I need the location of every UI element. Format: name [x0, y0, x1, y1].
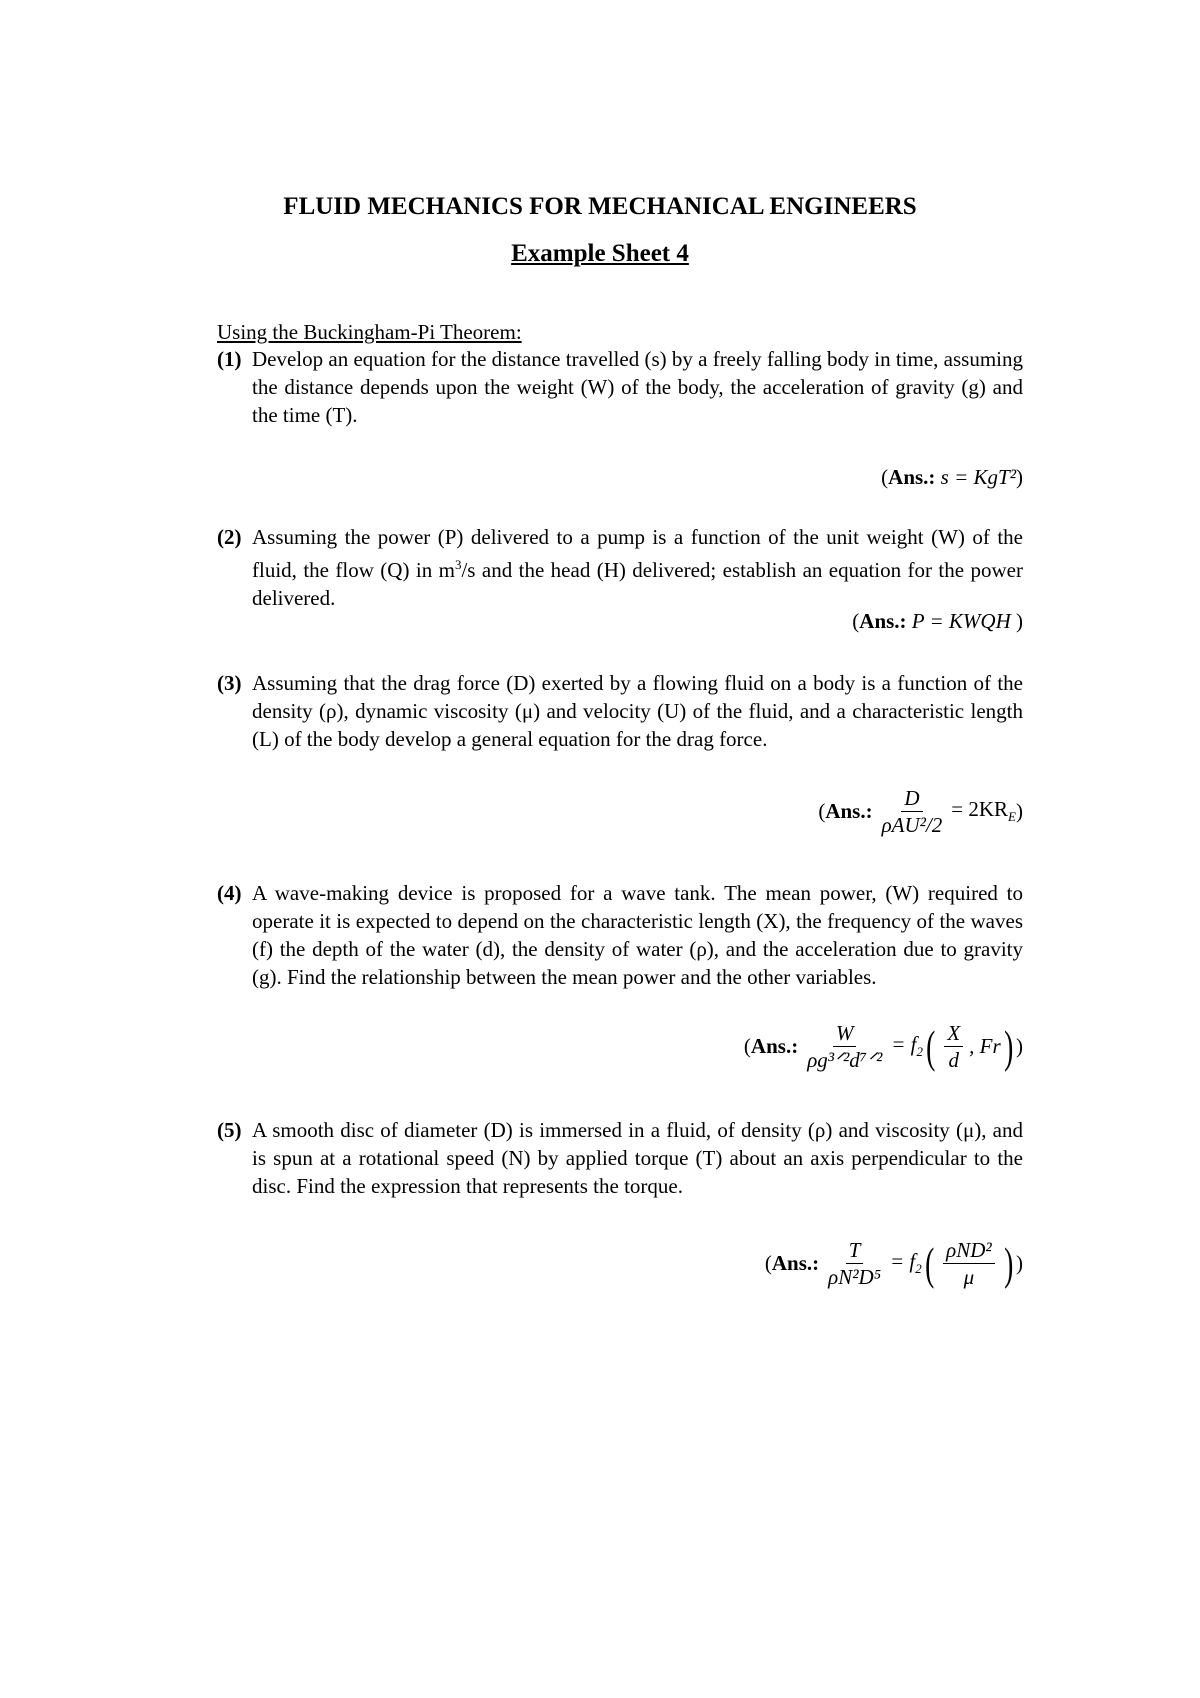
question-text: Assuming the power (P) delivered to a pump is a function of the unit weight (W) of the fluid, the flow (Q) in $m^3/s$ and the head (H) delivered; establish an equation for the power delivered. [252, 525, 1023, 610]
question-text: Develop an equation for the distance travelled (s) by a freely falling body in time, assuming the distance depends upon the weight (W) of the body, the acceleration of gravity (g) and the time (T). [252, 347, 1023, 427]
question-1 [217, 345, 1023, 429]
answer-function: = $f_2$ [891, 1032, 924, 1060]
answer-2: ( Ans.: P = KWQH ) [852, 609, 1023, 633]
question-4 [217, 879, 1023, 991]
question-number: (3) [217, 671, 242, 695]
question-5 [217, 1116, 1023, 1200]
document-subtitle: Example Sheet 4 [511, 240, 689, 267]
question-text: A wave-making device is proposed for a wave tank. The mean power, (W) required to operate it is expected to depend on the characteristic length (X), the frequency of the waves (f) the depth of the water (d), the density of water (ρ), and the acceleration due to gravity (g). Find the relationship between the mean power and the other variables. [252, 881, 1023, 989]
question-text: Assuming that the drag force (D) exerted by a flowing fluid on a body is a function of the density (ρ), dynamic viscosity (μ) and velocity (U) of the fluid, and a characteristic length (L) of the body develop a general equation for the drag force. [252, 671, 1023, 751]
answer-label: Ans.: [825, 799, 873, 823]
answer-label: Ans.: [750, 1034, 799, 1058]
answer-label: Ans.: [888, 465, 936, 489]
question-number: (5) [217, 1118, 242, 1142]
intro-heading: Using the Buckingham-Pi Theorem: [217, 320, 522, 344]
answer-label: Ans.: [771, 1251, 820, 1275]
answer-rhs: = $2KR_E$ [951, 797, 1016, 825]
question-3 [217, 669, 1023, 753]
document-title: FLUID MECHANICS FOR MECHANICAL ENGINEERS [283, 193, 917, 220]
answer-4: ( Ans.: $\frac{W}{\text{ρg³ᐟ²d⁷ᐟ²}}$ = $f_2$ ( $\frac{X}{d}$ , Fr ) ) [743, 1020, 1023, 1072]
question-2 [217, 523, 1023, 612]
answer-3: ( Ans.: $\frac{D}{\text{ρAU²/2}}$ = $2KR_E$ ) [818, 786, 1023, 837]
answer-1: ( Ans.: s = KgT² ) [881, 465, 1023, 489]
answer-fraction: $\frac{W}{\text{ρg³ᐟ²d⁷ᐟ²}}$ [807, 1021, 883, 1072]
answer-function: = $f_2$ [890, 1249, 922, 1277]
answer-5: ( Ans.: $\frac{T}{\text{ρN²D⁵}}$ = $f_2$ ( $\frac{\text{ρND²}}{\mu}$ ) ) [764, 1237, 1023, 1289]
question-number: (1) [217, 347, 242, 371]
answer-expression: P = KWQH [911, 609, 1011, 633]
answer-label: Ans.: [859, 609, 907, 633]
answer-expression: s = KgT² [940, 465, 1016, 489]
question-text: A smooth disc of diameter (D) is immersed in a fluid, of density (ρ) and viscosity (μ), and is spun at a rotational speed (N) by applied torque (T) about an axis perpendicular to the disc. Find the expression that represents the torque. [252, 1118, 1023, 1198]
question-number: (4) [217, 881, 242, 905]
answer-fraction: $\frac{D}{\text{ρAU²/2}}$ [881, 786, 943, 837]
answer-inner-fraction: $\frac{\text{ρND²}}{\mu}$ [943, 1237, 995, 1290]
answer-fraction: $\frac{T}{\text{ρN²D⁵}}$ [828, 1238, 882, 1289]
question-number: (2) [217, 525, 242, 549]
answer-inner-fraction: $\frac{X}{d}$ [944, 1020, 963, 1073]
